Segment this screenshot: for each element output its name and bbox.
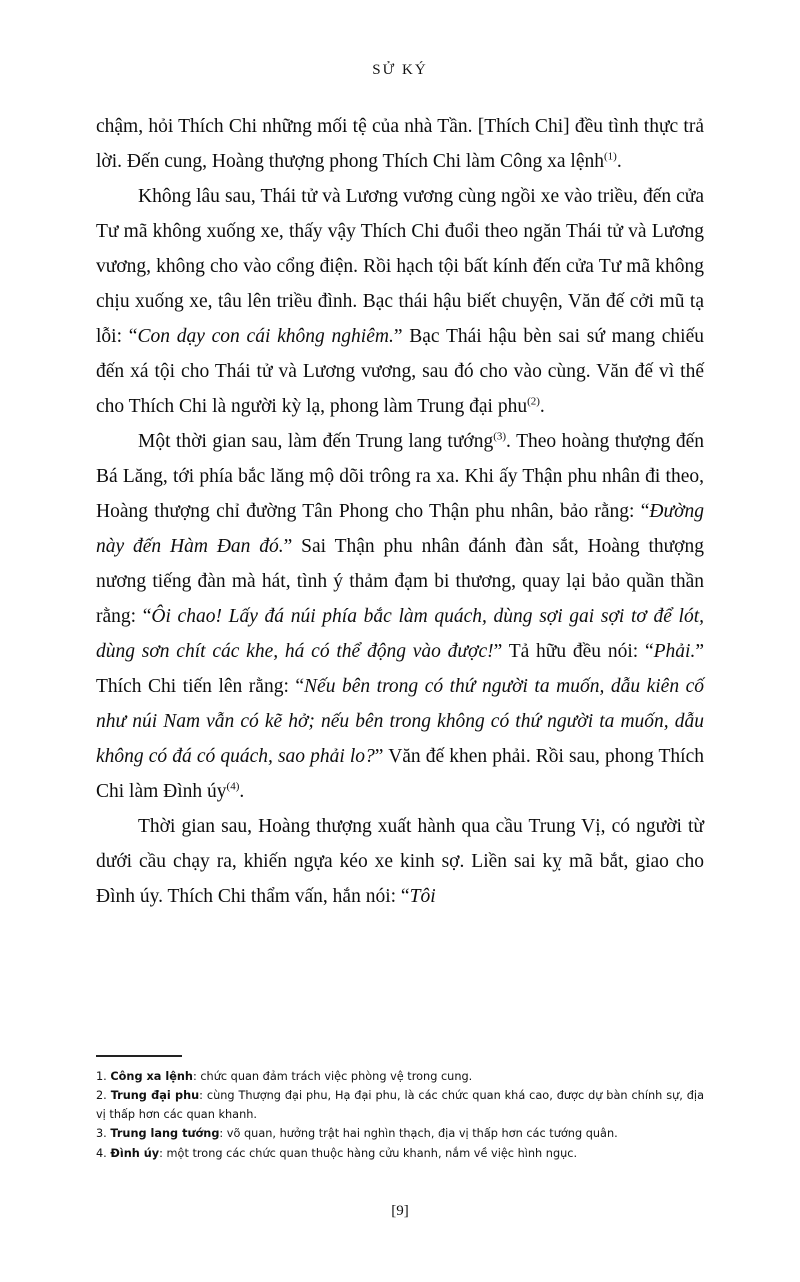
footnote-item (96, 1068, 704, 1087)
body-text (96, 109, 704, 914)
footnote-term: Trung đại phu (110, 1089, 200, 1102)
footnote-number: 2. (96, 1089, 111, 1102)
footnote-reference[interactable]: (4) (226, 780, 240, 793)
running-head: SỬ KÝ (372, 62, 428, 78)
footnote-term: Công xa lệnh (110, 1069, 193, 1083)
quoted-italic-text: Tôi (409, 886, 436, 907)
footnote-term: Đình úy (110, 1146, 160, 1160)
footnote-number: 3. (96, 1127, 111, 1140)
footnote-text: : chức quan đảm trách việc phòng vệ trong cung. (192, 1069, 473, 1083)
quoted-italic-text: Ôi chao! Lấy đá núi phía bắc làm quách, dùng sợi gai sợi tơ để lót, dùng sơn chít các khe, há có thể động vào được! (96, 606, 704, 662)
footnote-reference[interactable]: (3) (493, 430, 507, 443)
footnote-reference[interactable]: (2) (527, 395, 540, 408)
quoted-italic-text: Phải. (653, 641, 696, 662)
footnote-item (96, 1125, 704, 1144)
footnote-item (96, 1145, 704, 1164)
document-page (0, 62, 800, 1282)
paragraph: Thời gian sau, Hoàng thượng xuất hành qua cầu Trung Vị, có người từ dưới cầu chạy ra, khiến ngựa kéo xe kinh sợ. Liền sai kỵ mã bắt, giao cho Đình úy. Thích Chi thẩm vấn, hắn nói: “Tôi (96, 816, 704, 907)
paragraph: chậm, hỏi Thích Chi những mối tệ của nhà Tần. [Thích Chi] đều tình thực trả lời. Đến cung, Hoàng thượng phong Thích Chi làm Công xa lệnh$^{(1)}$. (96, 116, 704, 172)
footnote-text: : võ quan, hưởng trật hai nghìn thạch, địa vị thấp hơn các tướng quân. (219, 1127, 618, 1140)
footnote-item (96, 1087, 704, 1124)
footnote-number: 1. (96, 1069, 111, 1083)
quoted-italic-text: Đường này đến Hàm Đan đó. (96, 501, 704, 557)
footnote-term: Trung lang tướng (110, 1127, 220, 1140)
footnote-reference[interactable]: (1) (603, 150, 617, 163)
paragraph: Một thời gian sau, làm đến Trung lang tướng$^{(3)}$. Theo hoàng thượng đến Bá Lăng, tới phía bắc lăng mộ dõi trông ra xa. Khi ấy Thận phu nhân đi theo, Hoàng thượng chỉ đường Tân Phong cho Thận phu nhân, bảo rằng: “Đường này đến Hàm Đan đó.” Sai Thận phu nhân đánh đàn sắt, Hoàng thượng nương tiếng đàn mà hát, tình ý thảm đạm bi thương, quay lại bảo quần thần rằng: “Ôi chao! Lấy đá núi phía bắc làm quách, dùng sợi gai sợi tơ để lót, dùng sơn chít các khe, há có thể động vào được!” Tả hữu đều nói: “Phải.” Thích Chi tiến lên rằng: “Nếu bên trong có thứ người ta muốn, dẫu kiên cố như núi Nam vẫn có kẽ hở; nếu bên trong không có thứ người ta muốn, dẫu không có đá có quách, sao phải lo?” Văn đế khen phải. Rồi sau, phong Thích Chi làm Đình $úy^{(4)}$. (96, 430, 704, 802)
quoted-italic-text: Nếu bên trong có thứ người ta muốn, dẫu kiên cố như núi Nam vẫn có kẽ hở; nếu bên trong không có thứ người ta muốn, dẫu không có đá có quách, sao phải lo? (96, 676, 704, 767)
footnote-text: : một trong các chức quan thuộc hàng cửu khanh, nắm về việc hình ngục. (159, 1146, 578, 1160)
footnote-number: 4. (96, 1146, 111, 1160)
footnote-text: : cùng Thượng đại phu, Hạ đại phu, là các chức quan khá cao, được dự bàn chính sự, địa vị thấp hơn các quan khanh. (96, 1089, 704, 1121)
quoted-italic-text: Con dạy con cái không nghiêm. (137, 326, 394, 347)
footnote-section (96, 1055, 704, 1164)
page-number: [9] (391, 1203, 409, 1219)
paragraph: Không lâu sau, Thái tử và Lương vương cùng ngồi xe vào triều, đến cửa Tư mã không xuống xe, thấy vậy Thích Chi đuổi theo ngăn Thái tử và Lương vương, không cho vào cổng điện. Rồi hạch tội bất kính đến cửa Tư mã không chịu xuống xe, tâu lên triều đình. Bạc thái hậu biết chuyện, Văn đế cởi mũ tạ lỗi: “Con dạy con cái không nghiêm.” Bạc Thái hậu bèn sai sứ mang chiếu đến xá tội cho Thái tử và Lương vương, sau đó cho vào cùng. Văn đế vì thế cho Thích Chi là người kỳ lạ, phong làm Trung đại phu$^{(2)}$. (96, 186, 704, 417)
footnote-rule (96, 1055, 182, 1057)
